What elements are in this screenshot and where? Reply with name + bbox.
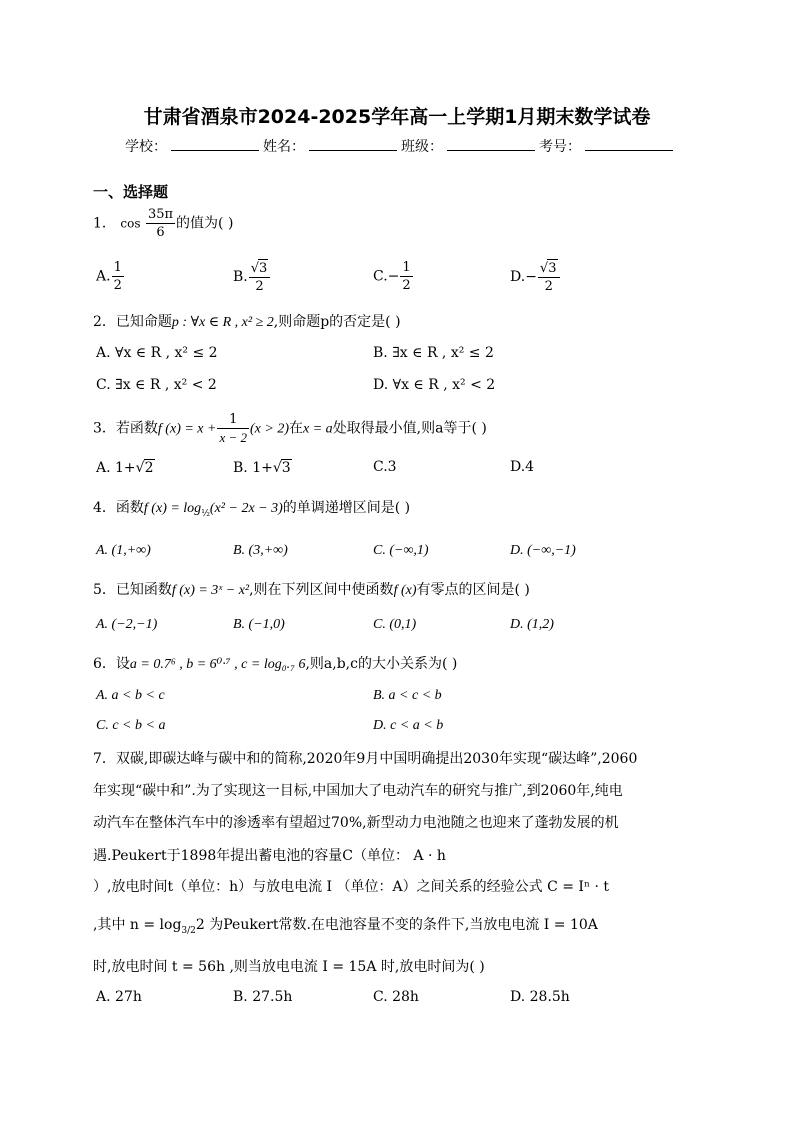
q6-option-a[interactable]: A. a < b < c — [96, 688, 165, 703]
q3-option-b-label: B. — [233, 460, 248, 476]
name-label: 姓名： — [263, 139, 305, 155]
q5-math: f (x) = 3ˣ − x² — [171, 583, 250, 598]
q2-tail: ,则命题p的否定是( ) — [273, 314, 401, 330]
q6-number: 6． — [93, 656, 116, 672]
q3-option-d[interactable]: D.4 — [510, 459, 535, 475]
q3-stem: 若函数 — [115, 420, 158, 437]
q3-option-a-label: A. — [96, 460, 111, 476]
question-3 — [93, 411, 487, 446]
q3-fraction — [217, 411, 249, 446]
q3-option-a[interactable]: A. 1+√2 — [96, 460, 154, 476]
q7-option-a[interactable]: A. 27h — [96, 989, 142, 1005]
q3-frac-den: x − 2 — [219, 430, 248, 445]
q3-number: 3． — [93, 420, 116, 437]
q5-mid: ,则在下列区间中使函数 — [249, 582, 394, 598]
q4-math-b: (x² − 2x − 3) — [209, 501, 283, 516]
q7-line-2: 年实现“碳中和”.为了实现这一目标,中国加大了电动汽车的研究与推广,到2060年,纯电 — [93, 783, 623, 799]
q4-math: f (x) = log — [143, 501, 202, 516]
q3-math-b: (x > 2) — [250, 421, 290, 437]
q2-option-b[interactable]: B. ∃x ∈ R , x² ≤ 2 — [373, 345, 494, 361]
q5-tail: 有零点的区间是( ) — [416, 582, 530, 598]
q1-number: 1． — [93, 215, 116, 232]
q7-line-3: 动汽车在整体汽车中的渗透率有望超过70%,新型动力电池随之也迎来了蓬勃发展的机 — [93, 815, 619, 831]
q1-frac-den: 6 — [156, 225, 165, 240]
q1-option-a-label: A. — [96, 268, 111, 285]
q6-option-c[interactable]: C. c < b < a — [96, 718, 166, 733]
q3-tail: 处取得最小值,则a等于( ) — [332, 420, 487, 437]
q2-option-c[interactable]: C. ∃x ∈ R , x² < 2 — [96, 377, 217, 393]
q2-stem: 已知命题 — [115, 314, 172, 330]
q7-option-b[interactable]: B. 27.5h — [233, 989, 293, 1005]
q4-option-d[interactable]: D. (−∞,−1) — [510, 543, 576, 558]
class-label: 班级： — [401, 139, 443, 155]
school-label: 学校： — [125, 139, 167, 155]
q7-line-6: ,其中 $n = \log_{3/2}2$ 为Peukert常数.在电池容量不变的条件下,当放电电流 I = 10A — [93, 917, 598, 936]
question-2 — [93, 311, 401, 331]
q4-option-b[interactable]: B. (3,+∞) — [233, 543, 288, 558]
q1-option-a[interactable]: A. $\frac{1}{2}$ — [96, 260, 122, 293]
question-5 — [93, 579, 530, 599]
question-1 — [93, 206, 233, 241]
q5-option-a[interactable]: A. (−2,−1) — [96, 617, 158, 632]
q3-frac-num: 1 — [217, 411, 249, 429]
q2-option-d[interactable]: D. ∀x ∈ R , x² < 2 — [373, 377, 496, 393]
q1-frac-num: 35π — [147, 207, 174, 222]
q3-option-c[interactable]: C.3 — [373, 459, 397, 475]
q4-option-c[interactable]: C. (−∞,1) — [373, 543, 429, 558]
q7-line-6b: 2 为Peukert常数.在电池容量不变的条件下,当放电电流 I = 10A — [195, 917, 598, 933]
q5-number: 5． — [93, 582, 116, 598]
q3-mid: 在 — [289, 420, 304, 437]
question-6 — [93, 653, 457, 673]
q7-line-1: 7．双碳,即碳达峰与碳中和的简称,2020年9月中国明确提出2030年实现“碳达峰”,2060 — [93, 751, 638, 767]
q3-math-c: x = a — [303, 421, 333, 437]
question-4: 4．函数f $(x) = \log_{\frac{1}{2}}(x^2 - 2x - 3)$的单调递增区间是( ) — [93, 500, 411, 519]
q3-math-a: f (x) = x + — [157, 421, 217, 437]
q7-line-5: ）,放电时间t（单位：h）与放电电流 I （单位：A）之间关系的经验公式 C = Iⁿ · t — [93, 879, 609, 895]
q1-option-b[interactable]: B. $\frac{√3}{2}$ — [233, 259, 271, 295]
q5-option-c[interactable]: C. (0,1) — [373, 617, 417, 632]
q2-number: 2． — [93, 314, 116, 330]
q3-option-b[interactable]: B. 1+√3 — [233, 460, 291, 476]
q7-option-d[interactable]: D. 28.5h — [510, 989, 570, 1005]
q1-tail: 的值为( ) — [176, 215, 234, 232]
q1-option-c-label: C. — [373, 268, 388, 285]
q1-option-d[interactable]: D.− $\frac{√3}{2}$ — [510, 259, 561, 295]
q6-stem: 设 — [115, 656, 130, 672]
q1-option-d-label: D. — [510, 269, 526, 285]
q6-math: a = 0.7⁶ , b = 6⁰·⁷ , c = log₀.₇ 6 — [129, 657, 306, 672]
q2-math: p : ∀x ∈ R , x² ≥ 2 — [171, 315, 274, 330]
student-info-line — [125, 136, 677, 156]
q7-line-6a: ,其中 n = log — [93, 917, 182, 933]
q5-math-b: f (x) — [393, 583, 417, 598]
q1-fraction — [146, 206, 175, 241]
class-blank[interactable] — [447, 138, 535, 151]
q1-option-c[interactable]: C.− $\frac{1}{2}$ — [373, 260, 411, 293]
q4-number: 4． — [93, 500, 116, 516]
q6-tail: ,则a,b,c的大小关系为( ) — [305, 656, 458, 672]
q6-option-b[interactable]: B. a < c < b — [373, 688, 442, 703]
page-title: 甘肃省酒泉市2024-2025学年高一上学期1月期末数学试卷 — [143, 106, 651, 128]
q7-option-c[interactable]: C. 28h — [373, 989, 419, 1005]
school-blank[interactable] — [171, 138, 259, 151]
q6-option-d[interactable]: D. c < a < b — [373, 718, 444, 733]
q4-tail: 的单调递增区间是( ) — [282, 500, 411, 516]
q5-stem: 已知函数 — [115, 582, 172, 598]
q1-option-b-label: B. — [233, 269, 248, 285]
q5-option-d[interactable]: D. (1,2) — [510, 617, 554, 632]
name-blank[interactable] — [309, 138, 397, 151]
q4-option-a[interactable]: A. (1,+∞) — [96, 543, 151, 558]
q7-line-4: 遇.Peukert于1898年提出蓄电池的容量C（单位： A · h — [93, 848, 446, 864]
q1-cos: cos — [120, 216, 141, 231]
q7-line-7: 时,放电时间 t = 56h ,则当放电电流 I = 15A 时,放电时间为( ) — [93, 959, 485, 975]
q4-stem: 函数 — [115, 500, 144, 516]
number-label: 考号： — [539, 139, 581, 155]
number-blank[interactable] — [585, 138, 673, 151]
q2-option-a[interactable]: A. ∀x ∈ R , x² ≤ 2 — [96, 345, 218, 361]
q5-option-b[interactable]: B. (−1,0) — [233, 617, 285, 632]
section-heading: 一、选择题 — [93, 183, 169, 201]
